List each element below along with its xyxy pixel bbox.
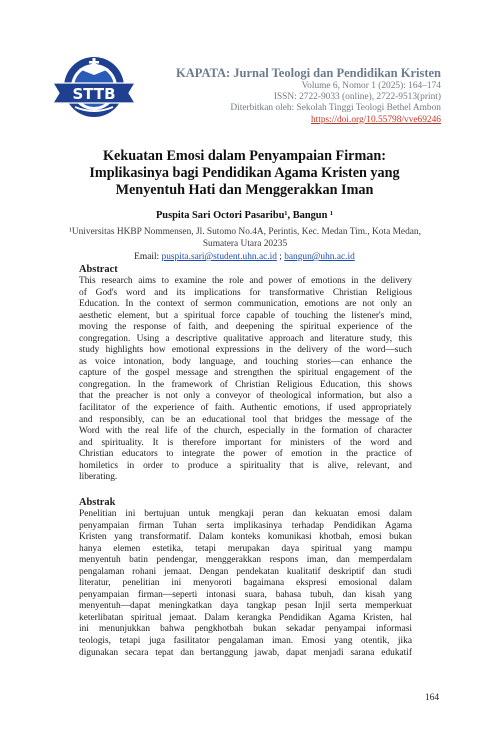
affiliation (50, 226, 440, 251)
abstrak-line: teologis, tetapi juga fasilitator pengalaman iman. Emosi yang otentik, jika (79, 636, 412, 647)
abstrak-line: digunakan secara tepat dan bertanggung jawab, dapat menjadi sarana edukatif (79, 647, 412, 658)
abstract-line: aesthetic element, but a spiritual force capable of touching the listener's mind, (79, 310, 412, 321)
page-number: 164 (424, 693, 439, 703)
volume-info: Volume 6, Nomor 1 (2025): 164–174 (301, 81, 441, 91)
abstrak-line: ini menunjukkan bahwa pengkhotbah bukan sekadar penyampai informasi (79, 624, 412, 635)
abstrak-line: Kristen yang transformatif. Dalam konteks komunikasi khotbah, emosi bukan (79, 532, 412, 543)
abstrak-line: menyentuh—dapat meningkatkan daya tangkap pesan Injil serta memperkuat (79, 601, 412, 612)
abstract-line: Christian educators to integrate the power of emotion in the practice of (79, 449, 412, 460)
abstract-line: of God's word and its implications for transformative Christian Religious (79, 287, 412, 298)
email-link-1[interactable]: puspita.sari@student.uhn.ac.id (161, 252, 277, 262)
abstract-line: facilitator of the experience of faith. Authentic emotions, if used appropriately (79, 403, 412, 414)
title-line: Kekuatan Emosi dalam Penyampaian Firman: (103, 148, 386, 164)
abstract-line: capture of the gospel message and strengthen the spiritual engagement of the (79, 368, 412, 379)
abstract-line: and spirituality. It is therefore important for ministers of the word and (79, 437, 412, 448)
email-separator: ; (279, 252, 282, 262)
abstract-line: This research aims to examine the role and power of emotions in the delivery (79, 276, 412, 286)
email-line (0, 252, 489, 262)
abstract-line: as voice intonation, body language, and touching stories—can enhance the (79, 356, 412, 367)
abstrak-line: pengalaman rohani jemaat. Dengan pendekatan kualitatif deskriptif dan studi (79, 566, 412, 577)
affiliation-line: ¹Universitas HKBP Nommensen, Jl. Sutomo No.4A, Perintis, Kec. Medan Tim., Kota Medan, (69, 227, 421, 237)
publisher-info: Diterbitkan oleh: Sekolah Tinggi Teologi Bethel Ambon (230, 103, 441, 114)
paper-title (60, 148, 429, 198)
abstract-line: that the preacher is not only a conveyor of theological information, but also a (79, 391, 412, 402)
abstrak-line: hanya elemen estetika, tetapi merupakan daya spiritual yang mampu (79, 543, 412, 554)
title-line: Implikasinya bagi Pendidikan Agama Kristen yang (89, 164, 400, 181)
abstract-line: study highlights how emotional expressions in the delivery of the word—such (79, 345, 412, 356)
abstract-line: Word with the real life of the church, especially in the formation of character (79, 426, 412, 437)
abstract-line: congregation. In the framework of Christian Religious Education, this shows (79, 379, 412, 390)
abstrak-line: keterlibatan spiritual jemaat. Dalam kerangka Pendidikan Agama Kristen, hal (79, 612, 412, 623)
abstrak-line: Penelitian ini bertujuan untuk mengkaji peran dan kekuatan emosi dalam (79, 509, 412, 519)
issn-info: ISSN: 2722-9033 (online), 2722-9513(print) (273, 92, 441, 103)
affiliation-line: Sumatera Utara 20235 (202, 239, 288, 250)
author-list: Puspita Sari Octori Pasaribu¹, Bangun ¹ (155, 210, 334, 221)
logo-letters: STTB (72, 85, 116, 103)
abstrak-line: literatur, penelitian ini menyoroti bagaimana ekspresi emosional dalam (79, 578, 412, 589)
email-label: Email: (134, 252, 160, 262)
email-link-2[interactable]: bangun@uhn.ac.id (284, 252, 355, 262)
abstract-line: and responsibly, can be an educational tool that bridges the message of the (79, 414, 412, 425)
abstract-line: homiletics in order to produce a spirituality that is alive, relevant, and (79, 460, 412, 471)
abstract-line: congregation. Using a descriptive qualitative approach and literature study, this (79, 333, 412, 344)
abstract-line: Education. In the context of sermon communication, emotions are not only an (79, 299, 412, 310)
journal-header (121, 66, 441, 126)
abstrak-line: menyentuh batin pendengar, menggerakkan respons iman, dan memperdalam (79, 555, 412, 566)
abstrak-line: penyampaian firman—seperti intonasi suara, bahasa tubuh, dan kisah yang (79, 589, 412, 600)
abstract-line: liberating. (79, 472, 118, 483)
doi-link[interactable]: https://doi.org/10.55798/vve69246 (310, 114, 441, 125)
abstract-indonesian (79, 497, 412, 659)
title-line: Menyentuh Hati dan Menggerakkan Iman (115, 181, 374, 198)
abstract-line: moving the response of faith, and deepening the spiritual experience of the (79, 322, 412, 333)
abstrak-heading: Abstrak (79, 497, 116, 508)
abstract-heading: Abstract (79, 264, 118, 275)
journal-name: KAPATA: Jurnal Teologi dan Pendidikan Kristen (176, 66, 441, 80)
abstract-english (79, 264, 412, 484)
abstrak-line: penyampaian firman Tuhan serta implikasinya terhadap Pendidikan Agama (79, 520, 412, 531)
